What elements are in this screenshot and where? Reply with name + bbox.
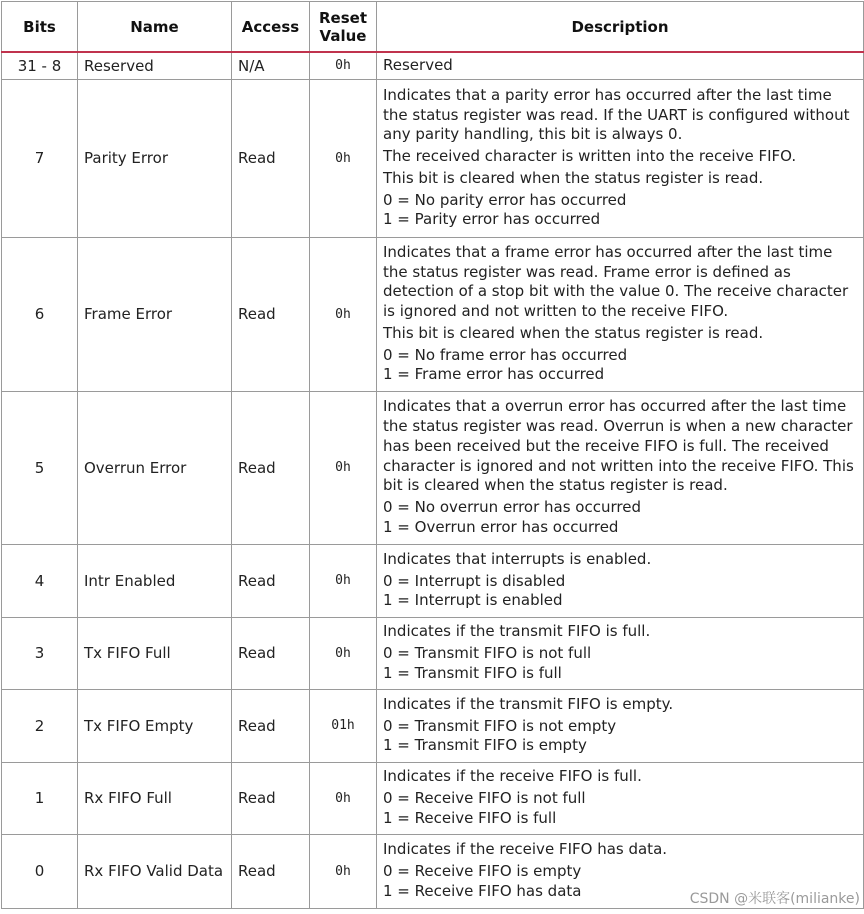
- value-definition: 1 = Frame error has occurred: [383, 365, 605, 384]
- name-cell: Tx FIFO Full: [78, 617, 232, 689]
- value-definition: 0 = Transmit FIFO is not full: [383, 644, 592, 663]
- description-cell: [377, 689, 864, 762]
- description-paragraph: Reserved: [383, 55, 453, 74]
- value-definition: 0 = No parity error has occurred: [383, 190, 627, 209]
- name-cell: Rx FIFO Full: [78, 762, 232, 834]
- table-row: [2, 762, 864, 834]
- description-paragraph: Indicates if the receive FIFO is full.: [383, 767, 642, 786]
- header-row: [2, 2, 864, 53]
- description-paragraph: Indicates that a parity error has occurred after the last time the status register was read. If the UART is configured without any parity handling, this bit is always 0.: [383, 85, 850, 144]
- value-definition: 0 = Receive FIFO is not full: [383, 789, 586, 808]
- description-paragraph: This bit is cleared when the status register is read.: [383, 323, 764, 342]
- value-definition: 1 = Interrupt is enabled: [383, 591, 563, 610]
- value-definition: 1 = Overrun error has occurred: [383, 517, 619, 536]
- description-cell: [377, 762, 864, 834]
- reset-value-cell: 0h: [310, 79, 377, 237]
- reset-value-cell: 01h: [310, 689, 377, 762]
- reset-value-cell: 0h: [310, 762, 377, 834]
- access-cell: N/A: [232, 52, 310, 79]
- table-row: [2, 79, 864, 237]
- reset-value-cell: 0h: [310, 834, 377, 908]
- value-definition: 1 = Receive FIFO is full: [383, 808, 557, 827]
- name-cell: Rx FIFO Valid Data: [78, 834, 232, 908]
- reset-value-cell: 0h: [310, 391, 377, 544]
- access-cell: Read: [232, 617, 310, 689]
- description-cell: [377, 391, 864, 544]
- description-paragraph: The received character is written into the receive FIFO.: [383, 147, 797, 166]
- description-paragraph: Indicates if the transmit FIFO is full.: [383, 622, 651, 641]
- name-cell: Intr Enabled: [78, 544, 232, 617]
- bits-cell: 4: [2, 544, 78, 617]
- bits-cell: 0: [2, 834, 78, 908]
- description-paragraph: Indicates that a frame error has occurred after the last time the status register was read. Frame error is defined as detection of a stop bit with the value 0. The receive character is ignored and not written to the receive FIFO.: [383, 242, 849, 321]
- watermark: CSDN @米联客(milianke): [689, 891, 860, 907]
- value-definition: 1 = Receive FIFO has data: [383, 881, 582, 900]
- bits-cell: 3: [2, 617, 78, 689]
- header-reset-value: [310, 2, 377, 53]
- header-access: Access: [232, 2, 310, 53]
- description-cell: [377, 237, 864, 391]
- bits-cell: 5: [2, 391, 78, 544]
- table-row: [2, 617, 864, 689]
- name-cell: Overrun Error: [78, 391, 232, 544]
- header-bits: Bits: [2, 2, 78, 53]
- name-cell: Parity Error: [78, 79, 232, 237]
- bits-cell: 31 - 8: [2, 52, 78, 79]
- description-cell: [377, 617, 864, 689]
- register-table-body: [2, 52, 864, 908]
- description-cell: [377, 79, 864, 237]
- header-reset-line2: Value: [319, 26, 367, 45]
- reset-value-cell: 0h: [310, 237, 377, 391]
- bits-cell: 1: [2, 762, 78, 834]
- table-row: [2, 689, 864, 762]
- value-definition: 0 = No frame error has occurred: [383, 345, 628, 364]
- header-reset-line1: Reset: [319, 8, 367, 27]
- value-definition: 0 = No overrun error has occurred: [383, 498, 641, 517]
- table-row: [2, 391, 864, 544]
- header-description: Description: [377, 2, 864, 53]
- access-cell: Read: [232, 544, 310, 617]
- description-paragraph: This bit is cleared when the status register is read.: [383, 168, 764, 187]
- bits-cell: 7: [2, 79, 78, 237]
- description-cell: [377, 544, 864, 617]
- name-cell: Frame Error: [78, 237, 232, 391]
- value-definition: 0 = Transmit FIFO is not empty: [383, 716, 617, 735]
- description-paragraph: Indicates if the receive FIFO has data.: [383, 840, 668, 859]
- value-definition: 0 = Interrupt is disabled: [383, 571, 566, 590]
- access-cell: Read: [232, 762, 310, 834]
- table-row: [2, 52, 864, 79]
- reset-value-cell: 0h: [310, 52, 377, 79]
- table-row: [2, 237, 864, 391]
- access-cell: Read: [232, 689, 310, 762]
- value-definition: 1 = Parity error has occurred: [383, 210, 601, 229]
- access-cell: Read: [232, 237, 310, 391]
- description-paragraph: Indicates if the transmit FIFO is empty.: [383, 694, 674, 713]
- name-cell: Tx FIFO Empty: [78, 689, 232, 762]
- value-definition: 1 = Transmit FIFO is full: [383, 663, 562, 682]
- access-cell: Read: [232, 79, 310, 237]
- value-definition: 0 = Receive FIFO is empty: [383, 862, 582, 881]
- bits-cell: 2: [2, 689, 78, 762]
- description-cell: [377, 52, 864, 79]
- description-paragraph: Indicates that a overrun error has occurred after the last time the status register was read. Overrun is when a new character has been received but the receive FIFO is full. The received character is ignored and not written into the receive FIFO. This bit is cleared when the status register is read.: [383, 397, 854, 495]
- access-cell: Read: [232, 834, 310, 908]
- reset-value-cell: 0h: [310, 544, 377, 617]
- reset-value-cell: 0h: [310, 617, 377, 689]
- access-cell: Read: [232, 391, 310, 544]
- value-definition: 1 = Transmit FIFO is empty: [383, 736, 587, 755]
- description-paragraph: Indicates that interrupts is enabled.: [383, 549, 652, 568]
- name-cell: Reserved: [78, 52, 232, 79]
- table-row: [2, 544, 864, 617]
- bits-cell: 6: [2, 237, 78, 391]
- register-table: [1, 1, 864, 909]
- header-name: Name: [78, 2, 232, 53]
